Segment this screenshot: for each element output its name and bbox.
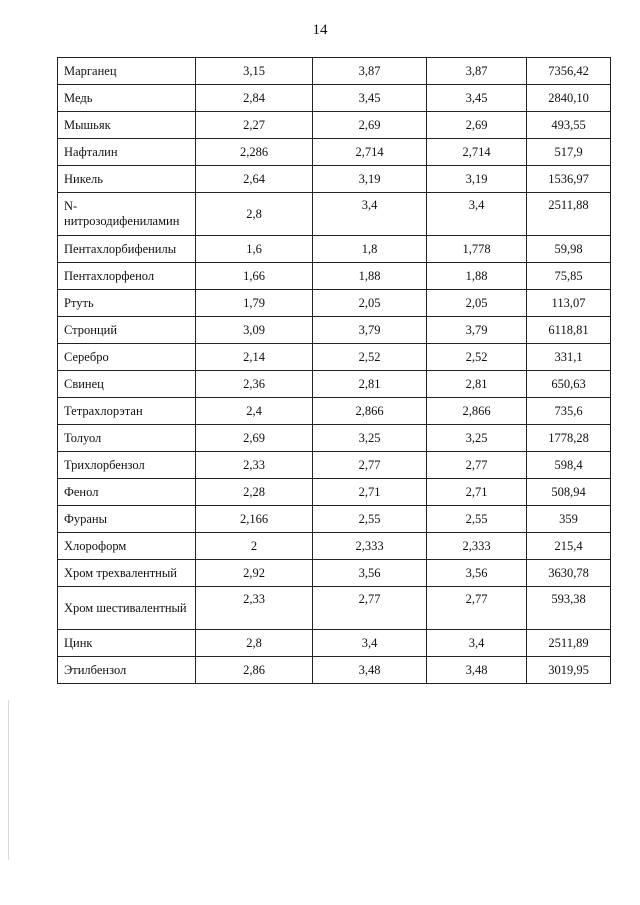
value-cell-3: 2,69 [427, 112, 527, 139]
value-cell-4: 2840,10 [527, 85, 611, 112]
value-cell-3: 2,55 [427, 506, 527, 533]
value-cell-4: 1778,28 [527, 425, 611, 452]
value-cell-4: 735,6 [527, 398, 611, 425]
value-cell-2: 2,69 [313, 112, 427, 139]
value-cell-1: 2,8 [196, 193, 313, 236]
value-cell-2: 3,45 [313, 85, 427, 112]
value-cell-4: 2511,88 [527, 193, 611, 236]
value-cell-2: 1,8 [313, 236, 427, 263]
value-cell-3: 1,88 [427, 263, 527, 290]
value-cell-4: 598,4 [527, 452, 611, 479]
substance-table [57, 57, 611, 684]
value-cell-2: 2,866 [313, 398, 427, 425]
value-cell-2: 2,55 [313, 506, 427, 533]
table-row [58, 657, 611, 684]
table-row [58, 139, 611, 166]
substance-name-cell: Нафталин [58, 139, 196, 166]
value-cell-3: 3,19 [427, 166, 527, 193]
value-cell-4: 517,9 [527, 139, 611, 166]
table-row [58, 236, 611, 263]
table-row [58, 398, 611, 425]
value-cell-3: 3,25 [427, 425, 527, 452]
value-cell-4: 331,1 [527, 344, 611, 371]
table-row [58, 630, 611, 657]
table-row [58, 263, 611, 290]
value-cell-3: 2,714 [427, 139, 527, 166]
substance-name-cell: Цинк [58, 630, 196, 657]
value-cell-1: 2,36 [196, 371, 313, 398]
value-cell-1: 2,69 [196, 425, 313, 452]
table-row [58, 479, 611, 506]
value-cell-3: 2,05 [427, 290, 527, 317]
value-cell-2: 3,87 [313, 58, 427, 85]
substance-name-cell: Этилбензол [58, 657, 196, 684]
value-cell-4: 59,98 [527, 236, 611, 263]
scan-artifact-line [8, 700, 9, 860]
value-cell-2: 3,56 [313, 560, 427, 587]
table-row [58, 112, 611, 139]
table-row [58, 344, 611, 371]
substance-name-cell: Мышьяк [58, 112, 196, 139]
value-cell-4: 1536,97 [527, 166, 611, 193]
value-cell-1: 2,27 [196, 112, 313, 139]
value-cell-4: 359 [527, 506, 611, 533]
value-cell-2: 2,77 [313, 452, 427, 479]
table-row [58, 587, 611, 630]
value-cell-2: 3,4 [313, 630, 427, 657]
table-row [58, 533, 611, 560]
value-cell-2: 3,79 [313, 317, 427, 344]
value-cell-4: 75,85 [527, 263, 611, 290]
table-row [58, 58, 611, 85]
substance-name-cell: Фураны [58, 506, 196, 533]
value-cell-2: 3,25 [313, 425, 427, 452]
value-cell-2: 3,4 [313, 193, 427, 236]
substance-name-cell: Пентахлорбифенилы [58, 236, 196, 263]
value-cell-2: 2,52 [313, 344, 427, 371]
value-cell-2: 2,333 [313, 533, 427, 560]
value-cell-2: 1,88 [313, 263, 427, 290]
value-cell-3: 2,77 [427, 452, 527, 479]
value-cell-4: 3630,78 [527, 560, 611, 587]
substance-name-cell: Ртуть [58, 290, 196, 317]
value-cell-2: 3,48 [313, 657, 427, 684]
value-cell-3: 3,4 [427, 630, 527, 657]
value-cell-1: 2,4 [196, 398, 313, 425]
value-cell-3: 2,866 [427, 398, 527, 425]
value-cell-1: 1,66 [196, 263, 313, 290]
substance-name-cell: Никель [58, 166, 196, 193]
value-cell-1: 1,79 [196, 290, 313, 317]
value-cell-3: 3,48 [427, 657, 527, 684]
substance-name-cell: Пентахлорфенол [58, 263, 196, 290]
value-cell-3: 2,77 [427, 587, 527, 630]
value-cell-1: 3,15 [196, 58, 313, 85]
table-row [58, 506, 611, 533]
substance-name-cell: Стронций [58, 317, 196, 344]
value-cell-1: 2,166 [196, 506, 313, 533]
value-cell-1: 2,64 [196, 166, 313, 193]
substance-name-cell: Трихлорбензол [58, 452, 196, 479]
table-row [58, 317, 611, 344]
value-cell-3: 2,333 [427, 533, 527, 560]
value-cell-3: 3,56 [427, 560, 527, 587]
table-row [58, 85, 611, 112]
table-row [58, 193, 611, 236]
value-cell-2: 2,05 [313, 290, 427, 317]
substance-name-cell: Серебро [58, 344, 196, 371]
table-row [58, 425, 611, 452]
value-cell-1: 2,28 [196, 479, 313, 506]
table-row [58, 560, 611, 587]
value-cell-4: 6118,81 [527, 317, 611, 344]
value-cell-2: 2,77 [313, 587, 427, 630]
substance-name-cell: Марганец [58, 58, 196, 85]
value-cell-4: 508,94 [527, 479, 611, 506]
value-cell-1: 2,33 [196, 452, 313, 479]
value-cell-3: 3,79 [427, 317, 527, 344]
value-cell-4: 650,63 [527, 371, 611, 398]
substance-name-cell: N-нитрозодифениламин [58, 193, 196, 236]
value-cell-4: 215,4 [527, 533, 611, 560]
value-cell-2: 2,714 [313, 139, 427, 166]
value-cell-4: 7356,42 [527, 58, 611, 85]
value-cell-3: 2,71 [427, 479, 527, 506]
substance-name-cell: Фенол [58, 479, 196, 506]
value-cell-4: 3019,95 [527, 657, 611, 684]
value-cell-4: 113,07 [527, 290, 611, 317]
value-cell-4: 493,55 [527, 112, 611, 139]
value-cell-1: 1,6 [196, 236, 313, 263]
page-number: 14 [312, 22, 328, 38]
value-cell-3: 3,4 [427, 193, 527, 236]
value-cell-1: 2,86 [196, 657, 313, 684]
table-row [58, 452, 611, 479]
substance-name-cell: Свинец [58, 371, 196, 398]
substance-name-cell: Хром шестивалентный [58, 587, 196, 630]
substance-name-cell: Медь [58, 85, 196, 112]
value-cell-4: 2511,89 [527, 630, 611, 657]
table-row [58, 290, 611, 317]
value-cell-4: 593,38 [527, 587, 611, 630]
value-cell-2: 3,19 [313, 166, 427, 193]
substance-name-cell: Хром трехвалентный [58, 560, 196, 587]
value-cell-3: 3,87 [427, 58, 527, 85]
value-cell-1: 2 [196, 533, 313, 560]
value-cell-3: 3,45 [427, 85, 527, 112]
value-cell-3: 2,52 [427, 344, 527, 371]
table-row [58, 166, 611, 193]
substance-name-cell: Хлороформ [58, 533, 196, 560]
table-row [58, 371, 611, 398]
value-cell-1: 2,286 [196, 139, 313, 166]
value-cell-1: 2,14 [196, 344, 313, 371]
value-cell-1: 3,09 [196, 317, 313, 344]
substance-name-cell: Тетрахлорэтан [58, 398, 196, 425]
value-cell-1: 2,8 [196, 630, 313, 657]
substance-name-cell: Толуол [58, 425, 196, 452]
value-cell-2: 2,81 [313, 371, 427, 398]
value-cell-3: 2,81 [427, 371, 527, 398]
value-cell-1: 2,84 [196, 85, 313, 112]
value-cell-1: 2,33 [196, 587, 313, 630]
value-cell-2: 2,71 [313, 479, 427, 506]
value-cell-1: 2,92 [196, 560, 313, 587]
value-cell-3: 1,778 [427, 236, 527, 263]
